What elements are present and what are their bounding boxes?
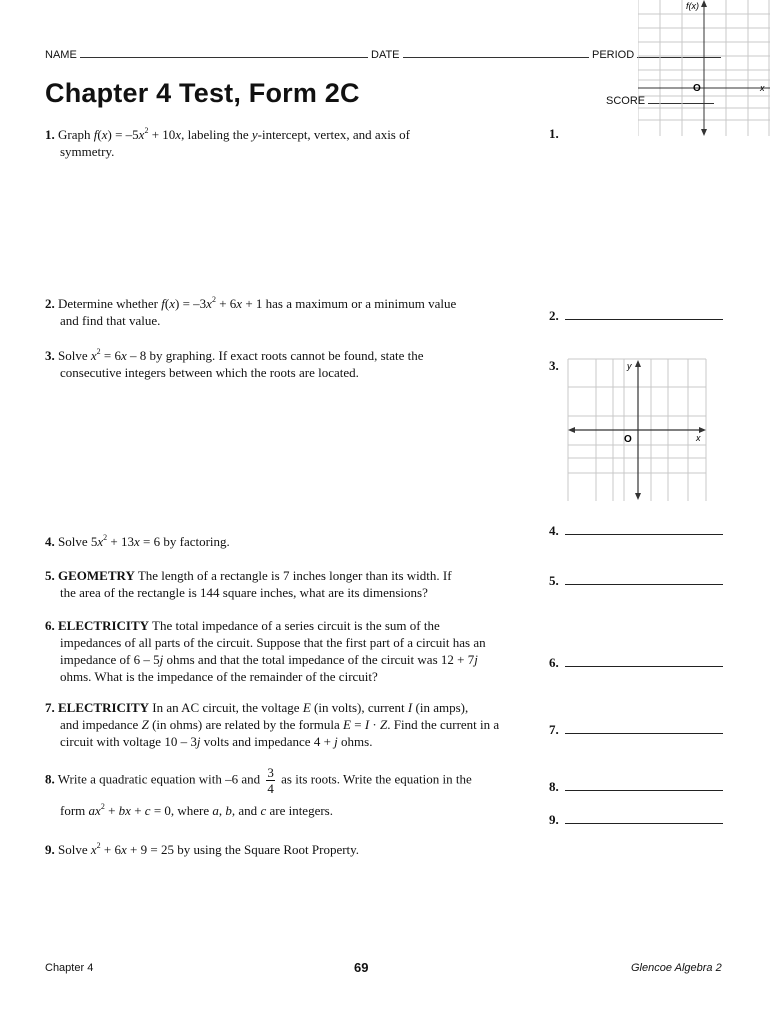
- answer-blank[interactable]: [565, 812, 723, 824]
- graph-3-x-label: x: [696, 433, 701, 443]
- question-number: 2.: [45, 296, 55, 311]
- question-number: 8.: [45, 771, 55, 787]
- question-number: 3.: [45, 348, 55, 363]
- answer-number: 5.: [549, 573, 559, 588]
- date-blank[interactable]: [403, 47, 589, 58]
- page-number: 69: [354, 960, 369, 975]
- answer-blank[interactable]: [565, 722, 723, 734]
- name-label: NAME: [45, 49, 77, 61]
- question-8: 8. Write a quadratic equation with –6 and $\frac{3}{4}$ as its roots. Write the equation in the form $ax^2$ + bx + c = 0, where a, b, and c are integers.: [45, 765, 472, 818]
- answer-3: [549, 358, 559, 374]
- question-number: 1.: [45, 127, 55, 142]
- question-7: 7. ELECTRICITY In an AC circuit, the voltage E (in volts), current I (in amps), and impedance Z (in ohms) are related by the formula E = I · Z. Find the current in a circuit with voltage 10 – 3j volts and impedance 4 + j ohms.: [45, 700, 500, 749]
- answer-blank[interactable]: [565, 779, 723, 791]
- graph-1-origin-label: O: [693, 83, 701, 94]
- answer-blank[interactable]: [565, 523, 723, 535]
- answer-7[interactable]: [549, 722, 723, 738]
- date-field[interactable]: [371, 47, 589, 61]
- answer-blank[interactable]: [565, 655, 723, 667]
- answer-4[interactable]: [549, 523, 723, 539]
- answer-graph-3: [566, 358, 708, 502]
- question-tag: GEOMETRY: [58, 568, 135, 583]
- question-3: 3. Solve $x^2 = 6x - 8$ by graphing. If exact roots cannot be found, state the consecutive integers between which the roots are located.: [45, 347, 424, 380]
- answer-1: [549, 126, 559, 142]
- question-number: 6.: [45, 618, 55, 633]
- answer-9[interactable]: [549, 812, 723, 828]
- question-6: 6. ELECTRICITY The total impedance of a series circuit is the sum of the impedances of all parts of the circuit. Suppose that the first part of a circuit has an impedance of 6 – 5j ohms and that the total impedance of the circuit was 12 + 7j ohms. What is the impedance of the remainder of the circuit?: [45, 618, 486, 684]
- question-tag: ELECTRICITY: [58, 618, 150, 633]
- question-5: 5. GEOMETRY The length of a rectangle is 7 inches longer than its width. If the area of the rectangle is 144 square inches, what are its dimensions?: [45, 568, 452, 600]
- answer-blank[interactable]: [565, 308, 723, 320]
- question-9: 9. Solve $x^2 + 6x + 9 = 25$ by using the Square Root Property.: [45, 841, 360, 857]
- answer-number: 2.: [549, 308, 559, 323]
- name-blank[interactable]: [80, 47, 368, 58]
- question-1: 1. Graph $f(x) = -5x^2 + 10x$, labeling the y-intercept, vertex, and axis of symmetry.: [45, 126, 410, 159]
- score-label: SCORE: [606, 95, 646, 107]
- period-label: PERIOD: [592, 49, 635, 61]
- answer-graph-1: [638, 0, 770, 136]
- answer-number: 3.: [549, 358, 559, 373]
- question-2: 2. Determine whether $f(x) = -3x^2 + 6x + 1$ has a maximum or a minimum value and find that value.: [45, 295, 457, 328]
- answer-blank[interactable]: [565, 573, 723, 585]
- graph-1-y-label: f(x): [686, 1, 699, 11]
- answer-number: 6.: [549, 655, 559, 670]
- date-label: DATE: [371, 49, 400, 61]
- answer-8[interactable]: [549, 779, 723, 795]
- footer-book: Glencoe Algebra 2: [631, 962, 722, 974]
- answer-number: 8.: [549, 779, 559, 794]
- question-4: 4. Solve $5x^2 + 13x = 6$ by factoring.: [45, 533, 230, 549]
- question-number: 9.: [45, 842, 55, 857]
- answer-number: 9.: [549, 812, 559, 827]
- footer-chapter: Chapter 4: [45, 962, 94, 974]
- answer-6[interactable]: [549, 655, 723, 671]
- question-number: 4.: [45, 534, 55, 549]
- question-number: 5.: [45, 568, 55, 583]
- graph-3-y-label: y: [627, 361, 632, 371]
- answer-5[interactable]: [549, 573, 723, 589]
- graph-3-origin-label: O: [624, 434, 632, 445]
- answer-number: 4.: [549, 523, 559, 538]
- page-title: Chapter 4 Test, Form 2C: [45, 78, 360, 108]
- answer-number: 7.: [549, 722, 559, 737]
- answer-2[interactable]: [549, 308, 723, 324]
- fraction: $\frac{3}{4}$: [267, 765, 274, 796]
- question-number: 7.: [45, 700, 55, 715]
- graph-1-x-label: x: [760, 83, 765, 93]
- name-field[interactable]: [45, 47, 368, 61]
- answer-number: 1.: [549, 126, 559, 141]
- question-tag: ELECTRICITY: [58, 700, 150, 715]
